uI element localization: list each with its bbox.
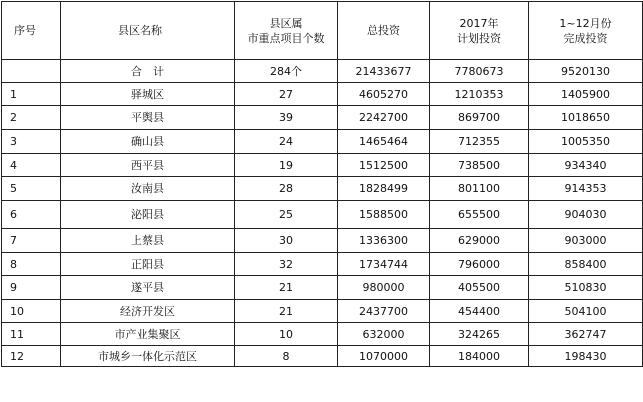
cell-completed: 1018650 — [529, 106, 643, 130]
cell-county: 正阳县 — [61, 253, 235, 276]
cell-projects: 30 — [235, 229, 338, 253]
cell-plan-2017: 801100 — [430, 177, 529, 201]
cell-county: 市产业集聚区 — [61, 323, 235, 346]
cell-completed: 510830 — [529, 276, 643, 300]
table-row — [2, 346, 643, 367]
cell-total-investment: 1070000 — [338, 346, 430, 367]
cell-county: 汝南县 — [61, 177, 235, 201]
cell-projects: 21 — [235, 300, 338, 323]
table-row — [2, 253, 643, 276]
cell-projects: 32 — [235, 253, 338, 276]
cell-plan-2017: 454400 — [430, 300, 529, 323]
cell-plan-2017: 712355 — [430, 130, 529, 154]
cell-plan-2017: 796000 — [430, 253, 529, 276]
table-row — [2, 106, 643, 130]
total-no-cell — [2, 60, 61, 83]
cell-projects: 25 — [235, 201, 338, 229]
table-row — [2, 154, 643, 177]
header-completed-line1: 1~12月份 — [559, 16, 612, 30]
header-projects — [235, 2, 338, 60]
cell-county: 上蔡县 — [61, 229, 235, 253]
cell-total-investment: 2437700 — [338, 300, 430, 323]
cell-no: 8 — [2, 253, 61, 276]
cell-plan-2017: 629000 — [430, 229, 529, 253]
header-plan-line2: 计划投资 — [457, 31, 501, 45]
cell-completed: 903000 — [529, 229, 643, 253]
cell-county: 驿城区 — [61, 83, 235, 106]
table-row — [2, 276, 643, 300]
table-row — [2, 201, 643, 229]
cell-total-investment: 1828499 — [338, 177, 430, 201]
cell-plan-2017: 324265 — [430, 323, 529, 346]
cell-no: 10 — [2, 300, 61, 323]
cell-plan-2017: 869700 — [430, 106, 529, 130]
cell-county: 遂平县 — [61, 276, 235, 300]
cell-completed: 362747 — [529, 323, 643, 346]
table-row — [2, 300, 643, 323]
cell-no: 7 — [2, 229, 61, 253]
cell-county: 经济开发区 — [61, 300, 235, 323]
header-county: 县区名称 — [61, 2, 235, 60]
cell-county: 市城乡一体化示范区 — [61, 346, 235, 367]
cell-projects: 8 — [235, 346, 338, 367]
header-projects-line1: 县区属 — [269, 16, 303, 30]
cell-plan-2017: 1210353 — [430, 83, 529, 106]
header-row — [2, 2, 643, 60]
cell-projects: 39 — [235, 106, 338, 130]
cell-projects: 19 — [235, 154, 338, 177]
table-row — [2, 83, 643, 106]
cell-completed: 504100 — [529, 300, 643, 323]
total-row — [2, 60, 643, 83]
cell-county: 西平县 — [61, 154, 235, 177]
cell-completed: 914353 — [529, 177, 643, 201]
cell-no: 3 — [2, 130, 61, 154]
total-plan-2017: 7780673 — [430, 60, 529, 83]
table-row — [2, 130, 643, 154]
cell-total-investment: 1336300 — [338, 229, 430, 253]
cell-total-investment: 1465464 — [338, 130, 430, 154]
cell-projects: 21 — [235, 276, 338, 300]
cell-total-investment: 2242700 — [338, 106, 430, 130]
cell-plan-2017: 738500 — [430, 154, 529, 177]
header-total-investment: 总投资 — [338, 2, 430, 60]
cell-no: 11 — [2, 323, 61, 346]
cell-completed: 904030 — [529, 201, 643, 229]
total-projects: 284个 — [235, 60, 338, 83]
header-plan-2017 — [430, 2, 529, 60]
cell-no: 6 — [2, 201, 61, 229]
total-label: 合 计 — [61, 60, 235, 83]
cell-county: 平舆县 — [61, 106, 235, 130]
cell-no: 2 — [2, 106, 61, 130]
header-plan-line1: 2017年 — [459, 16, 499, 30]
cell-no: 1 — [2, 83, 61, 106]
cell-total-investment: 980000 — [338, 276, 430, 300]
cell-county: 确山县 — [61, 130, 235, 154]
header-projects-line2: 市重点项目个数 — [247, 31, 325, 45]
cell-projects: 27 — [235, 83, 338, 106]
cell-completed: 198430 — [529, 346, 643, 367]
header-completed-line2: 完成投资 — [563, 31, 608, 45]
cell-projects: 24 — [235, 130, 338, 154]
cell-total-investment: 632000 — [338, 323, 430, 346]
total-total-investment: 21433677 — [338, 60, 430, 83]
cell-no: 4 — [2, 154, 61, 177]
cell-total-investment: 1734744 — [338, 253, 430, 276]
cell-county: 泌阳县 — [61, 201, 235, 229]
total-completed: 9520130 — [529, 60, 643, 83]
header-completed — [529, 2, 643, 60]
cell-projects: 10 — [235, 323, 338, 346]
cell-completed: 1005350 — [529, 130, 643, 154]
cell-plan-2017: 655500 — [430, 201, 529, 229]
investment-table — [1, 1, 643, 367]
cell-total-investment: 1512500 — [338, 154, 430, 177]
cell-total-investment: 1588500 — [338, 201, 430, 229]
cell-completed: 1405900 — [529, 83, 643, 106]
cell-plan-2017: 184000 — [430, 346, 529, 367]
cell-no: 5 — [2, 177, 61, 201]
cell-completed: 858400 — [529, 253, 643, 276]
cell-total-investment: 4605270 — [338, 83, 430, 106]
cell-completed: 934340 — [529, 154, 643, 177]
cell-no: 9 — [2, 276, 61, 300]
header-no: 序号 — [2, 2, 61, 60]
cell-no: 12 — [2, 346, 61, 367]
cell-plan-2017: 405500 — [430, 276, 529, 300]
investment-table-wrapper — [1, 1, 643, 367]
table-row — [2, 323, 643, 346]
table-row — [2, 229, 643, 253]
table-row — [2, 177, 643, 201]
cell-projects: 28 — [235, 177, 338, 201]
